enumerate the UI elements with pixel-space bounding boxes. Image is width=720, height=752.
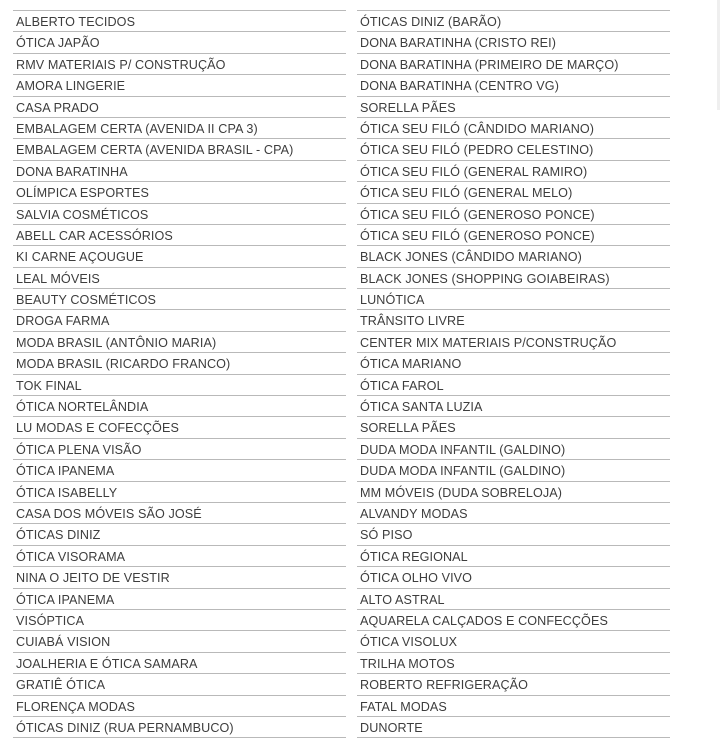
store-list-item: OLÍMPICA ESPORTES — [13, 181, 346, 202]
store-list-item: ÓTICA SEU FILÓ (GENEROSO PONCE) — [357, 224, 670, 245]
store-list-item: DONA BARATINHA (CRISTO REI) — [357, 31, 670, 52]
store-list-item: DONA BARATINHA — [13, 160, 346, 181]
store-list-item: ÓTICA SANTA LUZIA — [357, 395, 670, 416]
store-list-item: EMBALAGEM CERTA (AVENIDA II CPA 3) — [13, 117, 346, 138]
store-list-item: LUNÓTICA — [357, 288, 670, 309]
store-list-item: ÓTICA ISABELLY — [13, 481, 346, 502]
store-list-item: NINA O JEITO DE VESTIR — [13, 566, 346, 587]
store-list-item: EMBALAGEM CERTA (AVENIDA BRASIL - CPA) — [13, 138, 346, 159]
store-list-item: ÓTICA SEU FILÓ (PEDRO CELESTINO) — [357, 138, 670, 159]
store-list-item: MODA BRASIL (RICARDO FRANCO) — [13, 352, 346, 373]
store-list-item: ÓTICA SEU FILÓ (CÂNDIDO MARIANO) — [357, 117, 670, 138]
store-list-item: DUDA MODA INFANTIL (GALDINO) — [357, 438, 670, 459]
store-list-item: CENTER MIX MATERIAIS P/CONSTRUÇÃO — [357, 331, 670, 352]
store-list-item: TRÂNSITO LIVRE — [357, 309, 670, 330]
store-list-item: ÓTICA FAROL — [357, 374, 670, 395]
store-list-item: ÓTICA PLENA VISÃO — [13, 438, 346, 459]
store-list-item: ABELL CAR ACESSÓRIOS — [13, 224, 346, 245]
store-list-item: CASA DOS MÓVEIS SÃO JOSÉ — [13, 502, 346, 523]
store-list-item: TOK FINAL — [13, 374, 346, 395]
store-list-item: ÓTICA IPANEMA — [13, 459, 346, 480]
store-list-item: ÓTICAS DINIZ (BARÃO) — [357, 10, 670, 31]
store-list-item: FATAL MODAS — [357, 695, 670, 716]
store-list-item: ÓTICA JAPÃO — [13, 31, 346, 52]
store-list-item: VISÓPTICA — [13, 609, 346, 630]
store-list-item: FLORENÇA MODAS — [13, 695, 346, 716]
store-list-item: ÓTICA IPANEMA — [13, 588, 346, 609]
store-list-item: MM MÓVEIS (DUDA SOBRELOJA) — [357, 481, 670, 502]
store-list-item: LEAL MÓVEIS — [13, 267, 346, 288]
store-list-item: ÓTICAS DINIZ — [13, 523, 346, 544]
store-list-item: MODA BRASIL (ANTÔNIO MARIA) — [13, 331, 346, 352]
store-list-item: DUNORTE — [357, 716, 670, 738]
store-list-item: SORELLA PÃES — [357, 96, 670, 117]
store-list-item: ÓTICAS DINIZ (RUA PERNAMBUCO) — [13, 716, 346, 738]
store-list-item: DROGA FARMA — [13, 309, 346, 330]
store-list-item: DONA BARATINHA (CENTRO VG) — [357, 74, 670, 95]
store-list-item: CASA PRADO — [13, 96, 346, 117]
store-list-item: ÓTICA VISORAMA — [13, 545, 346, 566]
right-store-column — [357, 10, 670, 738]
store-list-item: KI CARNE AÇOUGUE — [13, 245, 346, 266]
store-list-item: BLACK JONES (SHOPPING GOIABEIRAS) — [357, 267, 670, 288]
store-list-item: GRATIÊ ÓTICA — [13, 673, 346, 694]
store-list-item: AMORA LINGERIE — [13, 74, 346, 95]
store-list-item: JOALHERIA E ÓTICA SAMARA — [13, 652, 346, 673]
store-list-item: ALVANDY MODAS — [357, 502, 670, 523]
store-list-item: SALVIA COSMÉTICOS — [13, 203, 346, 224]
store-list-item: ÓTICA MARIANO — [357, 352, 670, 373]
store-list-item: ÓTICA OLHO VIVO — [357, 566, 670, 587]
store-list-item: ÓTICA SEU FILÓ (GENERAL RAMIRO) — [357, 160, 670, 181]
store-list-item: ÓTICA SEU FILÓ (GENEROSO PONCE) — [357, 203, 670, 224]
store-list-item: ÓTICA SEU FILÓ (GENERAL MELO) — [357, 181, 670, 202]
store-list-item: ÓTICA REGIONAL — [357, 545, 670, 566]
store-list-item: ÓTICA NORTELÂNDIA — [13, 395, 346, 416]
left-store-column — [13, 10, 346, 738]
store-list-item: CUIABÁ VISION — [13, 630, 346, 651]
store-list-item: ALTO ASTRAL — [357, 588, 670, 609]
store-list-item: ALBERTO TECIDOS — [13, 10, 346, 31]
store-list-item: SÓ PISO — [357, 523, 670, 544]
store-list-item: LU MODAS E COFECÇÕES — [13, 416, 346, 437]
store-list-item: SORELLA PÃES — [357, 416, 670, 437]
store-list-item: RMV MATERIAIS P/ CONSTRUÇÃO — [13, 53, 346, 74]
store-list-item: ÓTICA VISOLUX — [357, 630, 670, 651]
store-list-item: TRILHA MOTOS — [357, 652, 670, 673]
store-list-item: ROBERTO REFRIGERAÇÃO — [357, 673, 670, 694]
store-list-item: AQUARELA CALÇADOS E CONFECÇÕES — [357, 609, 670, 630]
store-list-item: DUDA MODA INFANTIL (GALDINO) — [357, 459, 670, 480]
store-list-item: DONA BARATINHA (PRIMEIRO DE MARÇO) — [357, 53, 670, 74]
store-list-item: BEAUTY COSMÉTICOS — [13, 288, 346, 309]
store-list-item: BLACK JONES (CÂNDIDO MARIANO) — [357, 245, 670, 266]
